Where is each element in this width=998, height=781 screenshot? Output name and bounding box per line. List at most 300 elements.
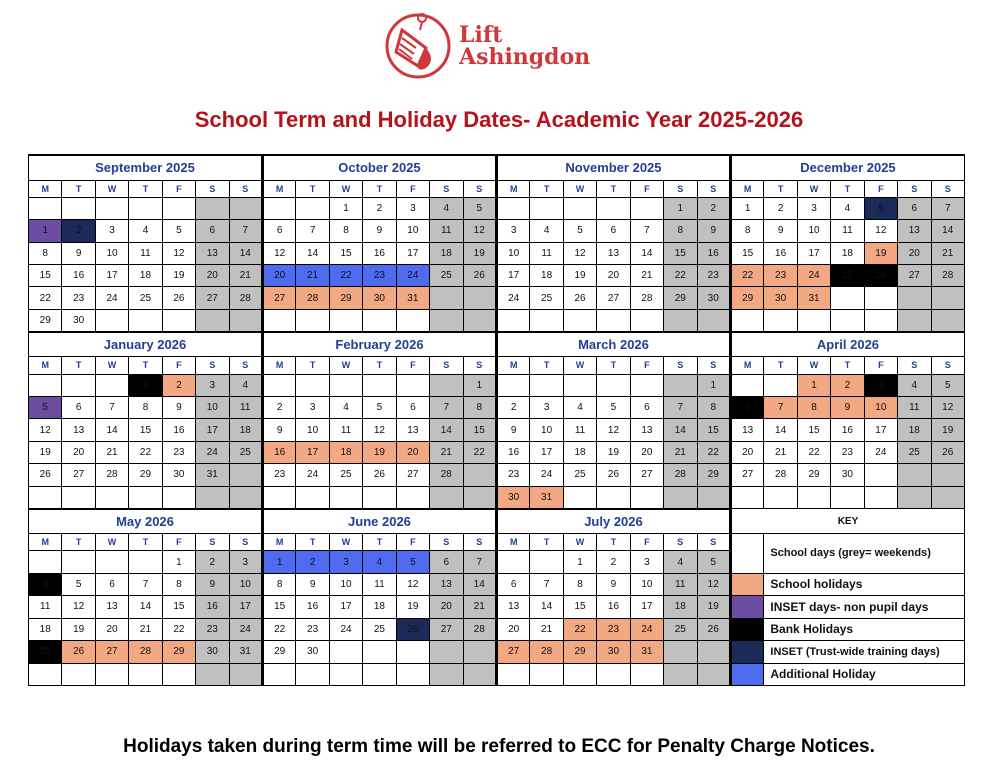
month-name: January 2026 (29, 332, 263, 357)
day-header: T (129, 180, 162, 197)
day-cell: 11 (329, 419, 362, 441)
day-cell: 24 (530, 464, 563, 486)
day-cell (396, 641, 429, 663)
day-header: M (29, 357, 62, 374)
day-cell: 15 (797, 419, 830, 441)
day-cell: 19 (931, 419, 964, 441)
day-cell: 25 (563, 464, 596, 486)
key-swatch (730, 663, 763, 686)
key-label: School holidays (764, 573, 965, 595)
day-cell: 6 (62, 396, 95, 418)
day-cell: 30 (831, 464, 864, 486)
day-cell: 6 (262, 220, 295, 242)
day-cell: 28 (931, 265, 964, 287)
day-cell: 14 (95, 419, 128, 441)
day-cell (430, 309, 463, 331)
day-cell (664, 641, 697, 663)
day-cell (530, 197, 563, 219)
day-header: S (430, 180, 463, 197)
day-cell: 9 (597, 573, 630, 595)
day-cell: 19 (29, 441, 62, 463)
day-cell (831, 287, 864, 309)
day-cell: 23 (764, 265, 797, 287)
day-cell (463, 486, 496, 508)
day-cell: 24 (396, 265, 429, 287)
day-cell: 11 (898, 396, 931, 418)
day-cell: 9 (831, 396, 864, 418)
day-cell: 31 (229, 641, 262, 663)
day-cell (664, 309, 697, 331)
day-header: W (329, 357, 362, 374)
day-cell: 1 (29, 220, 62, 242)
day-cell: 23 (831, 441, 864, 463)
day-cell: 25 (898, 441, 931, 463)
day-cell: 28 (764, 464, 797, 486)
day-cell: 3 (229, 551, 262, 573)
day-header: T (296, 534, 329, 551)
day-header: S (229, 357, 262, 374)
day-cell: 2 (62, 220, 95, 242)
day-cell (363, 641, 396, 663)
day-cell: 8 (664, 220, 697, 242)
day-cell: 20 (496, 618, 529, 640)
day-cell: 12 (563, 242, 596, 264)
day-cell (630, 309, 663, 331)
day-cell (630, 197, 663, 219)
day-cell: 7 (95, 396, 128, 418)
day-cell: 15 (730, 242, 763, 264)
day-cell: 13 (898, 220, 931, 242)
day-cell: 16 (597, 596, 630, 618)
day-header: F (630, 180, 663, 197)
day-cell: 10 (296, 419, 329, 441)
day-cell: 12 (363, 419, 396, 441)
day-cell (62, 663, 95, 686)
key-label: School days (grey= weekends) (764, 534, 965, 574)
day-header: F (630, 534, 663, 551)
day-cell (95, 486, 128, 508)
day-cell: 23 (296, 618, 329, 640)
day-cell: 22 (730, 265, 763, 287)
day-cell: 11 (129, 242, 162, 264)
month-name: May 2026 (29, 509, 263, 534)
day-cell: 28 (664, 464, 697, 486)
day-header: T (129, 534, 162, 551)
day-cell (463, 287, 496, 309)
day-cell (229, 464, 262, 486)
day-cell: 17 (229, 596, 262, 618)
day-cell: 17 (496, 265, 529, 287)
day-cell (664, 374, 697, 396)
day-cell: 2 (697, 197, 730, 219)
day-cell (496, 551, 529, 573)
day-cell (296, 374, 329, 396)
day-cell: 10 (196, 396, 229, 418)
day-cell: 6 (430, 551, 463, 573)
day-cell (262, 309, 295, 331)
day-cell (496, 374, 529, 396)
day-cell: 21 (664, 441, 697, 463)
day-header: S (463, 180, 496, 197)
day-cell: 15 (463, 419, 496, 441)
day-cell: 12 (697, 573, 730, 595)
day-header: S (463, 357, 496, 374)
day-cell: 22 (29, 287, 62, 309)
day-cell: 3 (630, 551, 663, 573)
day-cell: 26 (29, 464, 62, 486)
day-header: T (363, 534, 396, 551)
day-header: T (62, 180, 95, 197)
day-header: S (229, 180, 262, 197)
day-cell: 7 (931, 197, 964, 219)
day-cell: 11 (831, 220, 864, 242)
day-cell: 8 (29, 242, 62, 264)
day-cell: 25 (831, 265, 864, 287)
month-name: November 2025 (496, 155, 730, 180)
day-header: T (530, 357, 563, 374)
day-cell: 16 (496, 441, 529, 463)
day-cell: 6 (95, 573, 128, 595)
day-cell: 7 (430, 396, 463, 418)
month-name: July 2026 (496, 509, 730, 534)
day-cell (329, 641, 362, 663)
day-cell: 5 (697, 551, 730, 573)
day-cell: 21 (530, 618, 563, 640)
day-cell: 12 (62, 596, 95, 618)
day-cell: 17 (95, 265, 128, 287)
day-cell: 3 (296, 396, 329, 418)
logo (382, 8, 591, 84)
day-cell: 11 (29, 596, 62, 618)
day-cell: 24 (329, 618, 362, 640)
day-cell: 6 (496, 573, 529, 595)
day-cell: 28 (129, 641, 162, 663)
day-cell: 5 (563, 220, 596, 242)
day-cell: 4 (29, 573, 62, 595)
day-header: M (262, 534, 295, 551)
page-title: School Term and Holiday Dates- Academic Year 2025-2026 (194, 107, 804, 132)
month-name: December 2025 (730, 155, 964, 180)
day-cell: 4 (329, 396, 362, 418)
day-cell: 2 (262, 396, 295, 418)
day-cell (162, 663, 195, 686)
day-cell (898, 287, 931, 309)
day-header: M (262, 180, 295, 197)
day-cell (129, 663, 162, 686)
day-cell (597, 197, 630, 219)
day-cell: 2 (597, 551, 630, 573)
day-cell: 20 (196, 265, 229, 287)
day-cell: 7 (129, 573, 162, 595)
day-cell: 8 (162, 573, 195, 595)
day-cell (496, 663, 529, 686)
day-cell: 20 (730, 441, 763, 463)
day-cell: 15 (262, 596, 295, 618)
day-cell: 9 (764, 220, 797, 242)
day-cell: 30 (162, 464, 195, 486)
day-header: M (730, 180, 763, 197)
day-cell: 27 (597, 287, 630, 309)
day-cell (129, 309, 162, 331)
day-cell: 24 (864, 441, 897, 463)
day-cell: 5 (597, 396, 630, 418)
day-cell: 13 (597, 242, 630, 264)
day-cell: 5 (396, 551, 429, 573)
day-cell: 12 (931, 396, 964, 418)
day-cell: 26 (162, 287, 195, 309)
day-cell (597, 374, 630, 396)
day-cell (262, 197, 295, 219)
month-name: April 2026 (730, 332, 964, 357)
day-cell (95, 309, 128, 331)
day-cell: 8 (262, 573, 295, 595)
day-cell (430, 374, 463, 396)
day-cell (597, 309, 630, 331)
day-cell: 6 (396, 396, 429, 418)
day-header: T (597, 180, 630, 197)
day-cell: 14 (430, 419, 463, 441)
day-header: S (898, 180, 931, 197)
day-cell: 1 (664, 197, 697, 219)
day-header: W (329, 180, 362, 197)
day-cell: 31 (630, 641, 663, 663)
day-cell: 16 (62, 265, 95, 287)
day-cell: 1 (262, 551, 295, 573)
day-cell (262, 374, 295, 396)
day-cell: 9 (162, 396, 195, 418)
day-cell (463, 663, 496, 686)
day-cell: 5 (162, 220, 195, 242)
day-cell: 26 (396, 618, 429, 640)
day-cell (296, 197, 329, 219)
day-cell: 14 (931, 220, 964, 242)
day-cell: 8 (697, 396, 730, 418)
day-header: F (396, 357, 429, 374)
day-cell: 1 (730, 197, 763, 219)
day-cell: 15 (29, 265, 62, 287)
day-cell (496, 309, 529, 331)
day-cell: 13 (430, 573, 463, 595)
day-cell: 22 (563, 618, 596, 640)
key-swatch (730, 618, 763, 640)
day-cell (196, 486, 229, 508)
day-cell: 25 (363, 618, 396, 640)
day-cell: 16 (831, 419, 864, 441)
day-cell (864, 287, 897, 309)
day-cell: 25 (530, 287, 563, 309)
day-cell: 8 (463, 396, 496, 418)
day-cell: 25 (29, 641, 62, 663)
day-cell: 28 (430, 464, 463, 486)
day-cell: 24 (630, 618, 663, 640)
day-cell: 28 (95, 464, 128, 486)
day-cell: 11 (363, 573, 396, 595)
day-cell: 28 (630, 287, 663, 309)
day-cell: 11 (664, 573, 697, 595)
day-header: W (563, 534, 596, 551)
day-cell: 15 (162, 596, 195, 618)
day-cell: 6 (597, 220, 630, 242)
day-cell (363, 374, 396, 396)
day-cell: 21 (764, 441, 797, 463)
day-cell (563, 663, 596, 686)
day-cell: 31 (196, 464, 229, 486)
day-cell (29, 486, 62, 508)
day-cell: 7 (664, 396, 697, 418)
day-cell: 11 (430, 220, 463, 242)
day-cell (563, 486, 596, 508)
day-header: T (597, 534, 630, 551)
day-cell: 20 (62, 441, 95, 463)
day-header: W (797, 357, 830, 374)
day-cell: 29 (730, 287, 763, 309)
day-cell: 13 (196, 242, 229, 264)
day-cell: 13 (730, 419, 763, 441)
day-cell: 30 (363, 287, 396, 309)
day-cell: 26 (463, 265, 496, 287)
day-cell: 9 (262, 419, 295, 441)
day-cell: 29 (262, 641, 295, 663)
day-cell (95, 663, 128, 686)
day-cell (931, 464, 964, 486)
day-cell (864, 486, 897, 508)
day-cell: 13 (62, 419, 95, 441)
day-cell (396, 486, 429, 508)
day-cell: 19 (363, 441, 396, 463)
day-cell: 9 (363, 220, 396, 242)
day-cell: 8 (797, 396, 830, 418)
day-cell (630, 374, 663, 396)
day-cell: 30 (764, 287, 797, 309)
day-header: W (329, 534, 362, 551)
key-swatch (730, 641, 763, 663)
day-cell (29, 663, 62, 686)
day-header: T (129, 357, 162, 374)
day-cell (463, 309, 496, 331)
day-cell (229, 486, 262, 508)
day-header: S (664, 180, 697, 197)
day-cell: 15 (329, 242, 362, 264)
day-cell (329, 374, 362, 396)
day-cell: 27 (630, 464, 663, 486)
day-cell (563, 374, 596, 396)
day-cell: 11 (563, 419, 596, 441)
day-cell (496, 197, 529, 219)
day-cell: 26 (697, 618, 730, 640)
day-cell: 22 (162, 618, 195, 640)
day-cell (664, 663, 697, 686)
day-cell (129, 197, 162, 219)
key-label: Bank Holidays (764, 618, 965, 640)
day-cell: 30 (697, 287, 730, 309)
day-cell: 13 (630, 419, 663, 441)
day-header: W (95, 357, 128, 374)
day-cell: 8 (563, 573, 596, 595)
day-cell: 6 (630, 396, 663, 418)
day-cell: 21 (430, 441, 463, 463)
day-cell (931, 287, 964, 309)
day-cell: 19 (563, 265, 596, 287)
day-cell (430, 486, 463, 508)
day-cell: 27 (196, 287, 229, 309)
day-cell (831, 486, 864, 508)
day-cell: 24 (797, 265, 830, 287)
day-cell (530, 374, 563, 396)
day-cell: 22 (797, 441, 830, 463)
day-cell (95, 551, 128, 573)
day-cell: 10 (864, 396, 897, 418)
day-cell: 29 (329, 287, 362, 309)
day-cell: 27 (730, 464, 763, 486)
day-cell: 7 (630, 220, 663, 242)
day-cell: 30 (597, 641, 630, 663)
day-cell (329, 309, 362, 331)
day-header: T (363, 357, 396, 374)
day-cell: 18 (229, 419, 262, 441)
day-cell: 10 (396, 220, 429, 242)
day-cell: 2 (162, 374, 195, 396)
day-cell (530, 663, 563, 686)
day-cell: 16 (162, 419, 195, 441)
day-header: S (898, 357, 931, 374)
day-cell: 7 (229, 220, 262, 242)
day-cell: 18 (329, 441, 362, 463)
day-cell: 25 (229, 441, 262, 463)
day-cell: 6 (898, 197, 931, 219)
day-cell: 2 (496, 396, 529, 418)
day-cell: 20 (597, 265, 630, 287)
day-header: T (764, 357, 797, 374)
day-cell: 22 (129, 441, 162, 463)
day-cell (697, 486, 730, 508)
day-cell (396, 374, 429, 396)
day-cell: 3 (95, 220, 128, 242)
day-header: W (95, 534, 128, 551)
day-cell: 24 (296, 464, 329, 486)
day-cell: 16 (296, 596, 329, 618)
day-cell: 25 (430, 265, 463, 287)
day-cell: 4 (530, 220, 563, 242)
logo-line-1: Lift (459, 22, 503, 48)
day-cell (797, 309, 830, 331)
day-cell (262, 663, 295, 686)
day-cell (363, 663, 396, 686)
day-cell (29, 551, 62, 573)
day-cell: 21 (296, 265, 329, 287)
day-cell: 17 (396, 242, 429, 264)
day-cell: 28 (530, 641, 563, 663)
key-title: KEY (730, 509, 964, 534)
day-header: T (62, 534, 95, 551)
day-cell: 20 (396, 441, 429, 463)
day-cell: 24 (229, 618, 262, 640)
day-cell: 30 (496, 486, 529, 508)
day-header: S (196, 180, 229, 197)
day-cell (430, 641, 463, 663)
month-name: October 2025 (262, 155, 496, 180)
day-header: S (430, 534, 463, 551)
day-cell: 26 (363, 464, 396, 486)
day-cell (597, 486, 630, 508)
day-cell: 10 (496, 242, 529, 264)
day-cell: 19 (162, 265, 195, 287)
day-cell: 22 (664, 265, 697, 287)
day-cell: 13 (95, 596, 128, 618)
day-cell: 28 (463, 618, 496, 640)
day-cell (730, 486, 763, 508)
day-header: S (196, 357, 229, 374)
day-header: W (563, 180, 596, 197)
